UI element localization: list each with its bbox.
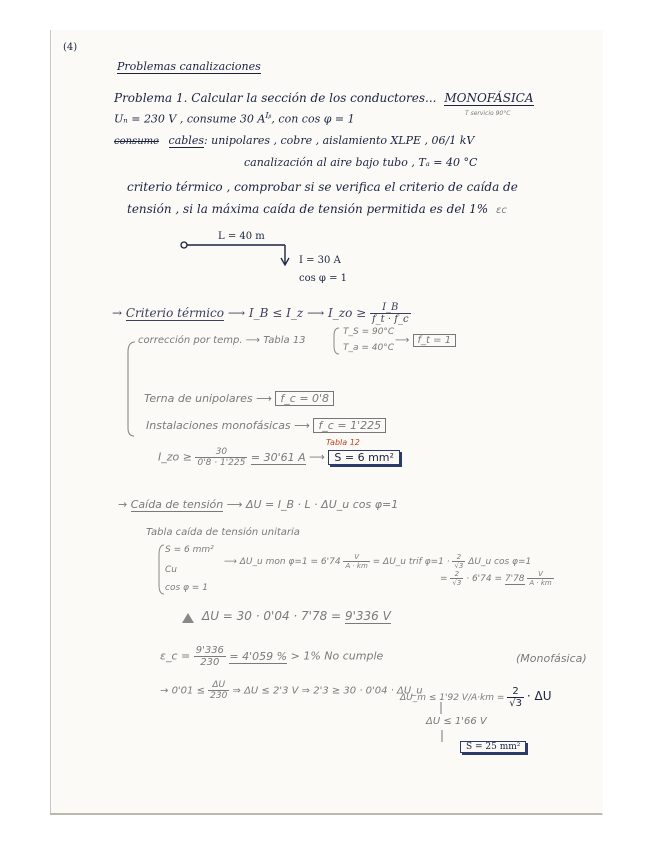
factors-brace [128,342,135,436]
problem-line-2: Uₙ = 230 V , consume 30 $A^{Iᵦ}$, con cos φ = 1 [114,111,355,126]
triangle-icon [182,613,194,623]
problem-line-1: Problema 1. Calcular la sección de los conductores... MONOFÁSICA [114,91,534,105]
source-node [181,242,187,248]
du-result: ΔU = 30 · 0'04 · 7'78 = 9'336 V [202,609,391,623]
service-temp-note: T servicio 90°C [465,110,511,117]
problem-line-6: tensión , si la máxima caída de tensión permitida es del 1% εc [127,202,507,216]
drop-cos: cos φ = 1 [165,583,208,593]
section-result-2: S = 25 mm² [460,742,526,752]
ts-value: T_S = 90°C [343,327,395,337]
du-limit: ΔU ≤ 1'66 V [426,716,487,727]
mono-note: (Monofásica) [516,652,587,665]
drop-heading: → Caída de tensión ⟶ ΔU = I_B · L · ΔU_u cos φ=1 [118,498,399,511]
du-unit-line-2: = $\frac{2}{√3}$ · 6'74 = 7'78 $\frac{V}{A \cdot km}$ [440,570,552,587]
monofasica-label: MONOFÁSICA [444,91,534,105]
problem-line-3: consume cables: unipolares , cobre , aislamiento XLPE , 06/1 kV [114,134,475,147]
drop-s: S = 6 mm² [165,545,214,555]
section-result-1: S = 6 mm² [328,450,400,465]
cos-label: cos φ = 1 [299,273,348,284]
problem-line-4: canalización al aire bajo tubo , Tₐ = 40 °C [244,156,478,169]
thermal-heading: → Criterio térmico ⟶ I_B ≤ I_z ⟶ I_zo ≥ $\frac{I\_B}{f\_t \cdot f\_c}$ [112,302,409,325]
problem-line-5: criterio térmico , comprobar si se verifica el criterio de caída de [127,180,518,194]
correction-line: corrección por temp. ⟶ Tabla 13 [138,335,306,346]
drop-table-label: Tabla caída de tensión unitaria [146,527,300,538]
temp-brace [334,328,339,354]
ta-value: T_a = 40°C [343,343,395,353]
drop-cu: Cu [165,565,177,575]
izo-calc: I_zo ≥ $\frac{30}{0'8 \cdot 1'225}$ = 30'61 A ⟶ S = 6 mm² [158,447,400,468]
ft-result: ⟶ f_t = 1 [395,335,456,346]
current-label: I = 30 A [299,255,341,266]
table-brace [159,545,164,594]
thermal-fraction: $\frac{I\_B}{f\_t \cdot f\_c}$ [371,302,409,325]
du-unit-line: ⟶ ΔU_u mon φ=1 = 6'74 $\frac{V}{A \cdot km}$ = ΔU_u trif φ=1 · $\frac{2}{√3}$ ΔU_u cos φ=1 [224,553,532,570]
limit-line: → 0'01 ≤ $\frac{\Delta U}{230}$ ⇒ ΔU ≤ 2'3 V ⇒ 2'3 ≥ 30 · 0'04 · ΔU_u [160,680,423,701]
page-number: (4) [63,42,78,53]
tabla12-note: Tabla 12 [326,438,360,447]
page-title: Problemas canalizaciones [117,60,261,73]
length-label: L = 40 m [218,231,265,242]
installations-line: Instalaciones monofásicas ⟶ f_c = 1'225 [146,419,386,432]
ec-line: ε_c = $\frac{9'336}{230}$ = 4'059 % > 1% No cumple [160,645,384,668]
terna-line: Terna de unipolares ⟶ f_c = 0'8 [144,392,334,405]
dum-line: ΔU_m ≤ 1'92 V/A·km = $\frac{2}{√3}$ · ΔU [400,686,552,709]
